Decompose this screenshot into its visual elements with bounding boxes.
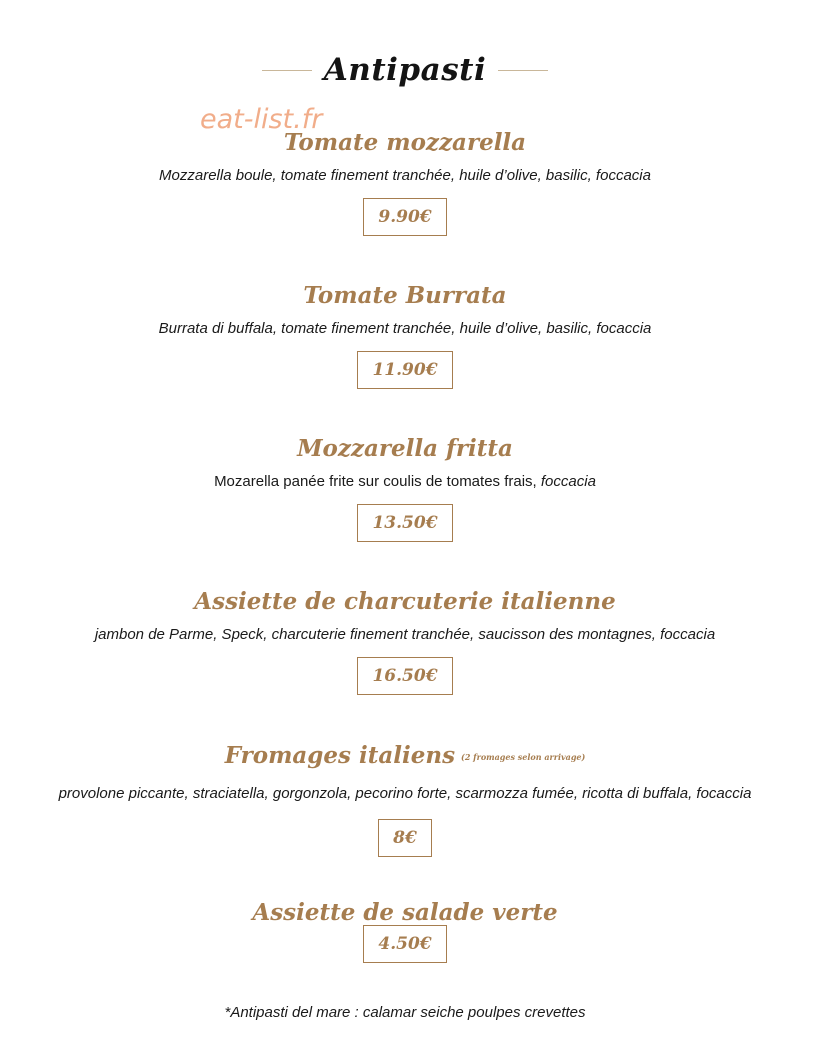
menu-item-name: Tomate Burrata — [303, 282, 507, 309]
menu-item-tomate-mozzarella — [0, 128, 810, 236]
menu-item-fromages-italiens — [0, 741, 810, 857]
menu-item-name: Fromages italiens — [224, 742, 456, 769]
header-rule-left — [262, 70, 312, 71]
menu-item-name: Assiette de salade verte — [252, 899, 558, 926]
menu-item-description — [0, 472, 810, 492]
menu-section-header — [0, 50, 810, 90]
menu-item-note: (2 fromages selon arrivage) — [461, 752, 586, 762]
menu-item-name: Tomate mozzarella — [283, 129, 527, 156]
menu-item-name: Assiette de charcuterie italienne — [194, 588, 616, 615]
section-title: Antipasti — [323, 52, 487, 88]
menu-item-name: Mozzarella fritta — [297, 435, 513, 462]
menu-item-mozzarella-fritta — [0, 434, 810, 542]
header-rule-right — [498, 70, 548, 71]
menu-item-description: Mozzarella boule, tomate finement tranchée, huile d’olive, basilic, foccacia — [159, 167, 651, 184]
menu-item-price: 16.50€ — [357, 657, 452, 695]
menu-item-assiette-charcuterie — [0, 587, 810, 695]
menu-item-price: 9.90€ — [363, 198, 446, 236]
menu-item-tomate-burrata — [0, 281, 810, 389]
menu-item-price: 13.50€ — [357, 504, 452, 542]
menu-item-name-row — [0, 741, 810, 772]
menu-item-description-italic: foccacia — [540, 473, 596, 490]
menu-item-assiette-salade-verte — [0, 898, 810, 963]
menu-item-price: 8€ — [378, 819, 432, 857]
watermark: eat-list.fr — [200, 104, 323, 135]
footnote: *Antipasti del mare : calamar seiche poulpes crevettes — [224, 1004, 586, 1021]
menu-item-description: provolone piccante, straciatella, gorgonzola, pecorino forte, scarmozza fumée, ricotta di buffala, focaccia — [58, 785, 752, 802]
menu-item-description: jambon de Parme, Speck, charcuterie finement tranchée, saucisson des montagnes, foccacia — [94, 626, 716, 643]
menu-item-description-main: Mozarella panée frite sur coulis de tomates frais, — [214, 473, 541, 490]
menu-item-price: 11.90€ — [357, 351, 452, 389]
menu-item-description: Burrata di buffala, tomate finement tranchée, huile d’olive, basilic, focaccia — [158, 320, 652, 337]
menu-item-price: 4.50€ — [363, 925, 446, 963]
